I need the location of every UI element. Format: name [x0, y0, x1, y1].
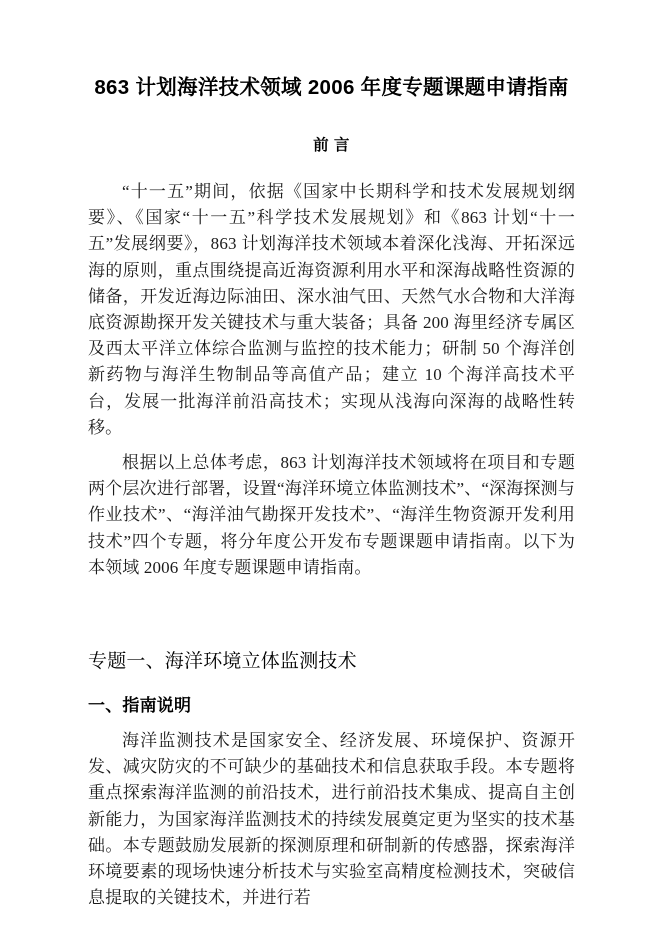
preface-paragraph-1: “十一五”期间，依据《国家中长期科学和技术发展规划纲要》、《国家“十一五”科学技术发展规划》和《863 计划“十一五”发展纲要》，863 计划海洋技术领域本着深化浅海、开拓深远海的原则，重点围绕提高近海资源利用水平和深海战略性资源的储备，开发近海边际油田、深水油气田、天然气水合物和大洋海底资源勘探开发关键技术与重大装备；具备 200 海里经济专属区及西太平洋立体综合监测与监控的技术能力；研制 50 个海洋创新药物与海洋生物制品等高值产品；建立 10 个海洋高技术平台，发展一批海洋前沿高技术；实现从浅海向深海的战略性转移。: [88, 182, 575, 437]
section-heading-topic-one: 专题一、海洋环境立体监测技术: [88, 651, 357, 673]
section-body-paragraph: 海洋监测技术是国家安全、经济发展、环境保护、资源开发、减灾防灾的不可缺少的基础技术和信息获取手段。本专题将重点探索海洋监测的前沿技术，进行前沿技术集成、提高自主创新能力，为国家海洋监测技术的持续发展奠定更为坚实的技术基础。本专题鼓励发展新的探测原理和研制新的传感器，探索海洋环境要素的现场快速分析技术与实验室高精度检测技术，突破信息提取的关键技术，并进行若: [88, 731, 575, 908]
preface-label: 前 言: [313, 137, 350, 154]
preface-paragraph-2: 根据以上总体考虑，863 计划海洋技术领域将在项目和专题两个层次进行部署，设置“海洋环境立体监测技术”、“深海探测与作业技术”、“海洋油气勘探开发技术”、“海洋生物资源开发利用技术”四个专题，将分年度公开发布专题课题申请指南。以下为本领域 2006 年度专题课题申请指南。: [88, 453, 575, 577]
page-content: [88, 0, 575, 911]
document-title: 863 计划海洋技术领域 2006 年度专题课题申请指南: [94, 76, 569, 99]
sub-heading-guide-description: 一、指南说明: [88, 696, 192, 716]
